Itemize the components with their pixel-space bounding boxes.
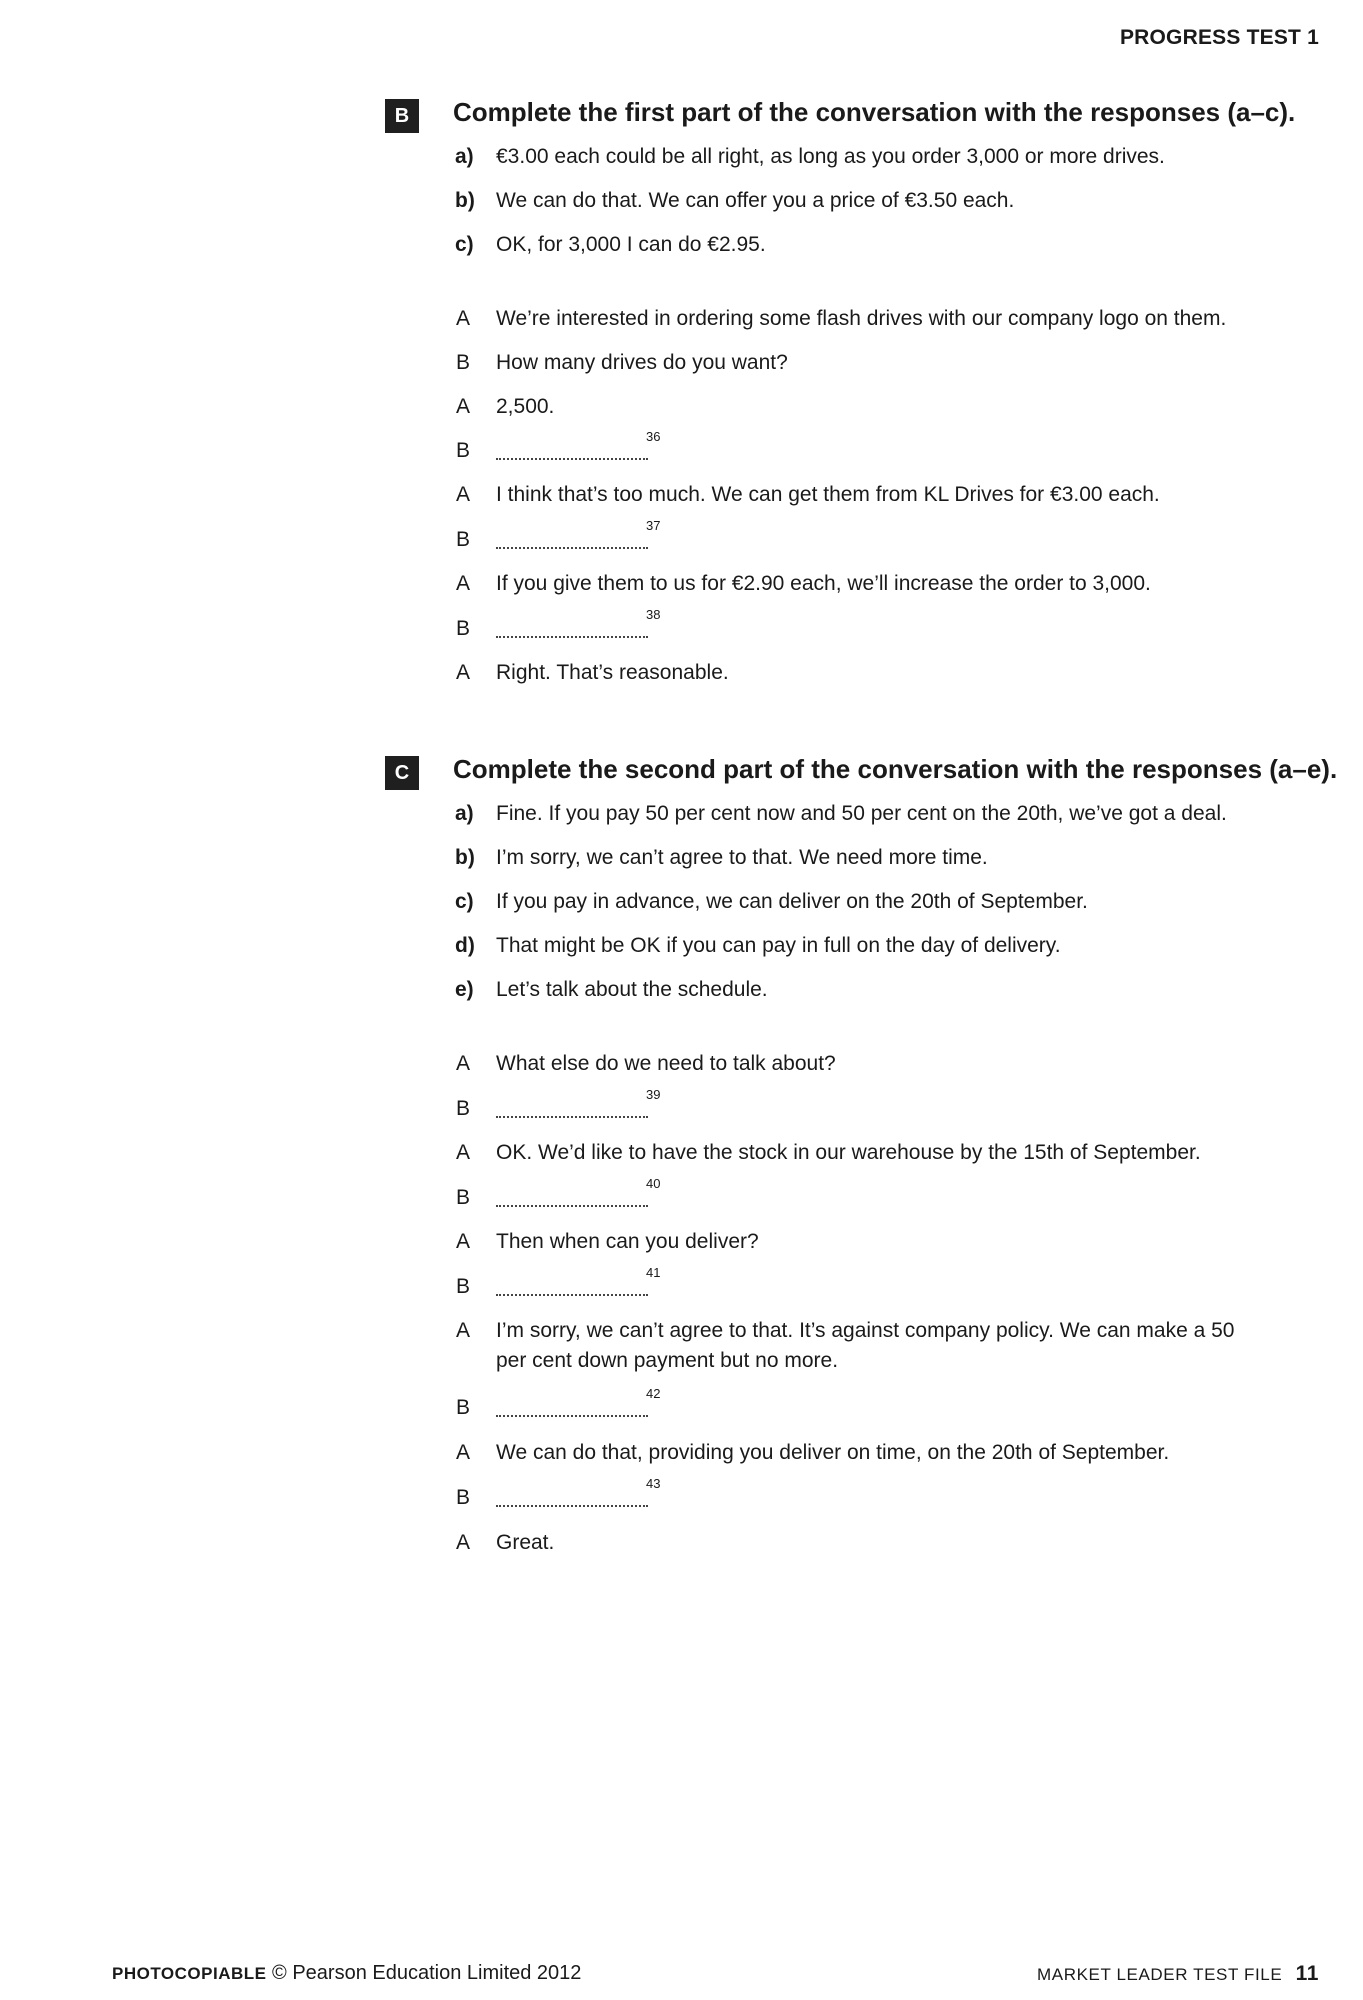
option-text: I’m sorry, we can’t agree to that. We need more time.	[496, 846, 988, 869]
option-text: OK, for 3,000 I can do €2.95.	[496, 233, 766, 256]
speaker-label: A	[456, 1230, 471, 1253]
answer-blank[interactable]	[496, 607, 661, 638]
dialogue-text: What else do we need to talk about?	[496, 1052, 836, 1075]
speaker-label: A	[456, 572, 471, 595]
question-number: 37	[646, 518, 661, 533]
answer-line[interactable]	[496, 1386, 661, 1426]
footer-copyright	[112, 1962, 581, 1985]
answer-blank[interactable]	[496, 1386, 661, 1417]
answer-line[interactable]	[496, 1176, 661, 1216]
option-text: €3.00 each could be all right, as long as you order 3,000 or more drives.	[496, 145, 1165, 168]
question-number: 42	[646, 1386, 661, 1401]
speaker-label: B	[456, 617, 471, 640]
speaker-label: A	[456, 1441, 471, 1464]
section-c-title: Complete the second part of the conversation with the responses (a–e).	[453, 754, 1338, 784]
option-text: We can do that. We can offer you a price of €3.50 each.	[496, 189, 1015, 212]
answer-line[interactable]	[496, 518, 661, 558]
dialogue-text: Right. That’s reasonable.	[496, 661, 729, 684]
page-header-title: PROGRESS TEST 1	[1119, 26, 1319, 49]
speaker-label: B	[456, 1275, 471, 1298]
dialogue-text: Great.	[496, 1531, 555, 1554]
speaker-label: A	[456, 395, 471, 418]
answer-line[interactable]	[496, 429, 661, 469]
option-letter: b)	[455, 846, 475, 869]
answer-blank[interactable]	[496, 1087, 661, 1118]
answer-blank[interactable]	[496, 518, 661, 549]
option-letter: c)	[455, 890, 474, 913]
speaker-label: B	[456, 1396, 471, 1419]
answer-line[interactable]	[496, 1265, 661, 1305]
speaker-label: A	[456, 1052, 471, 1075]
answer-blank[interactable]	[496, 1176, 661, 1207]
speaker-label: B	[456, 439, 471, 462]
speaker-label: B	[456, 351, 471, 374]
answer-line[interactable]	[496, 607, 661, 647]
option-text: If you pay in advance, we can deliver on the 20th of September.	[496, 890, 1088, 913]
section-badge-b: B	[385, 99, 419, 133]
answer-blank[interactable]	[496, 429, 661, 460]
option-letter: e)	[455, 978, 474, 1001]
dialogue-text: Then when can you deliver?	[496, 1230, 759, 1253]
question-number: 40	[646, 1176, 661, 1191]
dialogue-text: How many drives do you want?	[496, 351, 788, 374]
answer-line[interactable]	[496, 1087, 661, 1127]
speaker-label: A	[456, 1531, 471, 1554]
speaker-label: A	[456, 1319, 471, 1342]
page-number: 11	[1295, 1962, 1319, 1985]
question-number: 36	[646, 429, 661, 444]
dialogue-text: I think that’s too much. We can get them from KL Drives for €3.00 each.	[496, 483, 1160, 506]
answer-line[interactable]	[496, 1476, 661, 1516]
option-text: Fine. If you pay 50 per cent now and 50 per cent on the 20th, we’ve got a deal.	[496, 802, 1227, 825]
option-letter: b)	[455, 189, 475, 212]
option-text: That might be OK if you can pay in full on the day of delivery.	[496, 934, 1061, 957]
dialogue-text: We’re interested in ordering some flash drives with our company logo on them.	[496, 307, 1227, 330]
speaker-label: B	[456, 1486, 471, 1509]
copyright-text: © Pearson Education Limited 2012	[272, 1962, 582, 1984]
dialogue-text: 2,500.	[496, 395, 555, 418]
speaker-label: B	[456, 528, 471, 551]
footer-book-info	[1037, 1962, 1319, 1986]
option-letter: a)	[455, 802, 474, 825]
dialogue-text: I’m sorry, we can’t agree to that. It’s against company policy. We can make a 50 per cent down payment but no more.	[496, 1319, 1235, 1372]
option-letter: a)	[455, 145, 474, 168]
answer-blank[interactable]	[496, 1476, 661, 1507]
section-b-title: Complete the first part of the conversation with the responses (a–c).	[453, 97, 1296, 127]
question-number: 38	[646, 607, 661, 622]
dialogue-text: OK. We’d like to have the stock in our warehouse by the 15th of September.	[496, 1141, 1201, 1164]
speaker-label: A	[456, 483, 471, 506]
speaker-label: B	[456, 1186, 471, 1209]
answer-blank[interactable]	[496, 1265, 661, 1296]
question-number: 41	[646, 1265, 661, 1280]
speaker-label: A	[456, 307, 471, 330]
speaker-label: B	[456, 1097, 471, 1120]
option-letter: d)	[455, 934, 475, 957]
dialogue-text: We can do that, providing you deliver on time, on the 20th of September.	[496, 1441, 1170, 1464]
question-number: 43	[646, 1476, 661, 1491]
question-number: 39	[646, 1087, 661, 1102]
speaker-label: A	[456, 1141, 471, 1164]
option-text: Let’s talk about the schedule.	[496, 978, 768, 1001]
dialogue-text: If you give them to us for €2.90 each, we’ll increase the order to 3,000.	[496, 572, 1151, 595]
book-title: MARKET LEADER TEST FILE	[1037, 1965, 1283, 1984]
option-letter: c)	[455, 233, 474, 256]
speaker-label: A	[456, 661, 471, 684]
photocopiable-label: PHOTOCOPIABLE	[112, 1964, 267, 1983]
section-badge-c: C	[385, 756, 419, 790]
